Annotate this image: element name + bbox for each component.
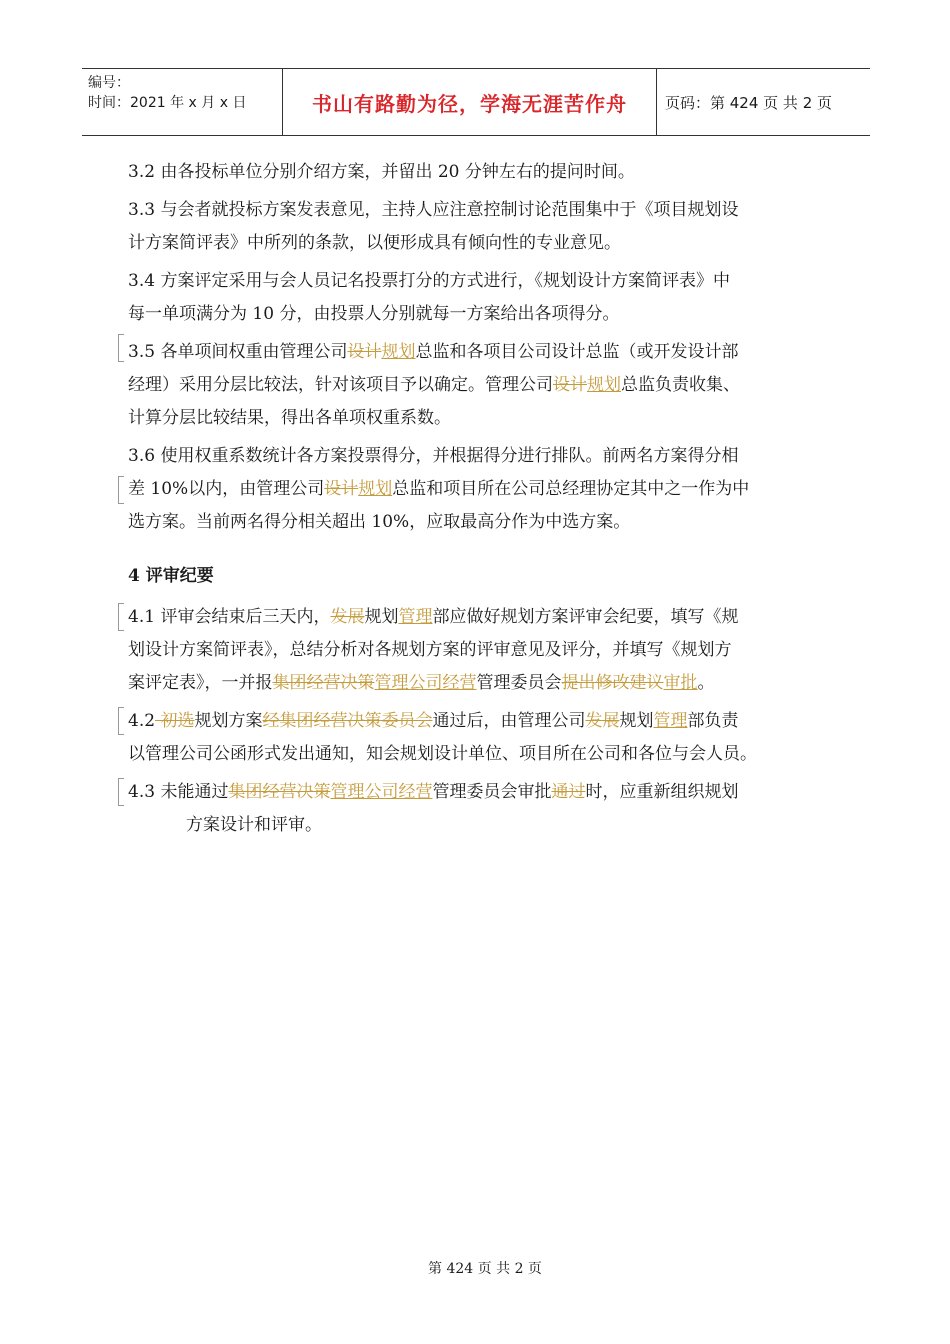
paragraph-4-3 (128, 776, 828, 842)
text-run: 总监和各项目公司设计总监（或开发设计部 (415, 342, 739, 362)
text-run: 总监负责收集、 (621, 375, 740, 395)
deleted-text: 初选 (155, 711, 195, 731)
text-run: 规划方案 (194, 711, 263, 731)
inserted-text: 规划 (381, 342, 416, 362)
text-line (128, 601, 828, 634)
text-line: 计方案简评表》中所列的条款，以便形成具有倾向性的专业意见。 (128, 233, 621, 253)
deleted-text: 提出修改建议 (561, 673, 664, 693)
time-label: 时间：2021 年 x 月 x 日 (88, 95, 247, 111)
text-line: 每一单项满分为 10 分，由投票人分别就每一方案给出各项得分。 (128, 304, 620, 324)
deleted-text: 通过 (551, 782, 586, 802)
text-line: 3.2 由各投标单位分别介绍方案，并留出 20 分钟左右的提问时间。 (128, 162, 635, 182)
deleted-text: 设计 (347, 342, 382, 362)
text-run: 规划 (619, 711, 654, 731)
deleted-text: 经集团经营决策委员会 (262, 711, 433, 731)
text-line (128, 776, 828, 809)
text-line (128, 473, 828, 506)
section-heading: 4 评审纪要 (128, 566, 214, 586)
text-line (128, 667, 828, 700)
text-run: 管理委员会 (476, 673, 562, 693)
deleted-text: 集团经营决策 (228, 782, 331, 802)
document-body (128, 156, 828, 847)
deleted-text: 设计 (553, 375, 587, 395)
text-line (128, 336, 828, 369)
paragraph-4-2 (128, 705, 828, 771)
inserted-text: 审批 (663, 673, 698, 693)
header-slogan-cell (282, 69, 657, 135)
text-run: 部应做好规划方案评审会纪要，填写《规 (432, 607, 739, 627)
header-page-info (657, 69, 870, 135)
revision-mark (118, 476, 124, 504)
deleted-text: 发展 (330, 607, 365, 627)
text-line (128, 705, 828, 738)
revision-mark (118, 778, 124, 806)
paragraph-3-3 (128, 194, 828, 260)
text-run: 管理委员会审批 (432, 782, 552, 802)
text-line: 3.6 使用权重系数统计各方案投票得分，并根据得分进行排队。前两名方案得分相 (128, 446, 739, 466)
inserted-text: 管理 (398, 607, 433, 627)
paragraph-3-6 (128, 440, 828, 539)
number-label: 编号： (88, 75, 130, 91)
deleted-text: 集团经营决策 (272, 673, 375, 693)
revision-mark (118, 707, 124, 735)
text-run: 4.2 (128, 711, 156, 731)
inserted-text: 管理公司经营 (330, 782, 433, 802)
text-line: 方案设计和评审。 (186, 815, 322, 835)
text-run: 经理）采用分层比较法，针对该项目予以确定。管理公司 (128, 375, 553, 395)
text-run: 规划 (364, 607, 399, 627)
text-line: 3.4 方案评定采用与会人员记名投票打分的方式进行，《规划设计方案简评表》中 (128, 271, 730, 291)
text-line: 计算分层比较结果，得出各单项权重系数。 (128, 408, 451, 428)
paragraph-3-4 (128, 265, 828, 331)
text-line (128, 369, 828, 402)
text-run: 。 (697, 673, 715, 693)
deleted-text: 发展 (585, 711, 620, 731)
header-meta (82, 69, 282, 135)
text-run: 通过后，由管理公司 (432, 711, 586, 731)
text-run: 总监和项目所在公司总经理协定其中之一作为中 (392, 479, 750, 499)
text-run: 3.5 各单项间权重由管理公司 (128, 342, 348, 362)
text-run: 时，应重新组织规划 (585, 782, 739, 802)
paragraph-3-5 (128, 336, 828, 435)
page-header (82, 68, 870, 136)
page-info: 页码：第 424 页 共 2 页 (665, 93, 833, 112)
inserted-text: 管理公司经营 (374, 673, 477, 693)
text-line: 选方案。当前两名得分相关超出 10%，应取最高分作为中选方案。 (128, 512, 631, 532)
deleted-text: 设计 (324, 479, 359, 499)
revision-mark (118, 603, 124, 631)
inserted-text: 管理 (653, 711, 688, 731)
text-line: 划设计方案简评表》，总结分析对各规划方案的评审意见及评分，并填写《规划方 (128, 640, 732, 660)
page-footer: 第 424 页 共 2 页 (428, 1261, 542, 1277)
paragraph-3-2 (128, 156, 828, 189)
slogan: 书山有路勤为径，学海无涯苦作舟 (312, 91, 627, 116)
text-run: 4.1 评审会结束后三天内， (128, 607, 331, 627)
inserted-text: 规划 (587, 375, 621, 395)
text-line: 3.3 与会者就投标方案发表意见，主持人应注意控制讨论范围集中于《项目规划设 (128, 200, 739, 220)
revision-mark (118, 334, 124, 362)
text-run: 4.3 未能通过 (128, 782, 229, 802)
text-run: 差 10%以内，由管理公司 (128, 479, 325, 499)
inserted-text: 规划 (358, 479, 393, 499)
text-run: 部负责 (687, 711, 739, 731)
text-run: 案评定表》，一并报 (128, 673, 273, 693)
paragraph-4-1 (128, 601, 828, 700)
text-line: 以管理公司公函形式发出通知，知会规划设计单位、项目所在公司和各位与会人员。 (128, 744, 757, 764)
